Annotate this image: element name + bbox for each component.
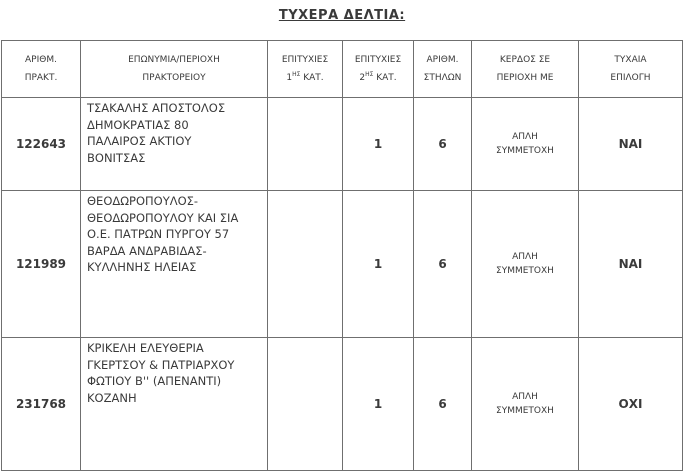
address-line: ΚΡΙΚΕΛΗ ΕΛΕΥΘΕΡΙΑ	[87, 341, 204, 355]
gain-cell	[472, 338, 579, 471]
header-num: 2	[359, 73, 366, 83]
agency-code-cell: 122643	[2, 98, 81, 191]
random-pick-cell: ΝΑΙ	[579, 98, 683, 191]
header-text: ΕΠΩΝΥΜΙΑ/ΠΕΡΙΟΧΗ	[128, 55, 220, 65]
address-line: ΚΟΖΑΝΗ	[87, 390, 137, 405]
agency-address-cell	[81, 338, 268, 471]
header-sup: ΗΣ	[292, 71, 301, 78]
gain-cell	[472, 98, 579, 191]
gain-line: ΑΠΛΗ	[512, 392, 538, 402]
header-text: ΕΠΙΤΥΧΙΕΣ	[281, 55, 329, 65]
address-line: ΠΑΛΑΙΡΟΣ ΑΚΤΙΟΥ	[87, 134, 192, 148]
header-category-1	[268, 41, 343, 98]
category-2-cell: 1	[343, 98, 414, 191]
header-num: 1	[286, 73, 293, 83]
random-pick-cell: ΝΑΙ	[579, 191, 683, 338]
address-line: ΤΣΑΚΑΛΗΣ ΑΠΟΣΤΟΛΟΣ	[87, 101, 226, 115]
random-pick-cell: ΟΧΙ	[579, 338, 683, 471]
agency-code-cell: 231768	[2, 338, 81, 471]
gain-line: ΣΥΜΜΕΤΟΧΗ	[496, 266, 554, 276]
header-text	[268, 69, 342, 87]
header-category-2	[343, 41, 414, 98]
columns-cell: 6	[414, 338, 472, 471]
agency-code-cell: 121989	[2, 191, 81, 338]
table-row	[2, 191, 683, 338]
category-1-cell	[268, 98, 343, 191]
columns-cell: 6	[414, 98, 472, 191]
header-text: ΚΕΡΔΟΣ ΣΕ	[499, 55, 551, 65]
address-line: ΦΩΤΙΟΥ Β'' (ΑΠΕΝΑΝΤΙ)	[87, 374, 222, 388]
page-title: ΤΥΧΕΡΑ ΔΕΛΤΙΑ:	[278, 8, 406, 23]
category-1-cell	[268, 191, 343, 338]
header-text: ΣΤΗΛΩΝ	[423, 73, 462, 83]
category-2-cell: 1	[343, 338, 414, 471]
header-random-pick	[579, 41, 683, 98]
header-text: ΑΡΙΘΜ.	[25, 55, 57, 65]
header-rest: ΚΑΤ.	[300, 73, 324, 83]
header-text: ΤΥΧΑΙΑ	[614, 55, 647, 65]
address-line: ΒΑΡΔΑ ΑΝΔΡΑΒΙΔΑΣ-	[87, 243, 207, 258]
table-row	[2, 338, 683, 471]
header-gain	[472, 41, 579, 98]
header-rest: ΚΑΤ.	[373, 73, 397, 83]
gain-line: ΣΥΜΜΕΤΟΧΗ	[496, 146, 554, 156]
category-1-cell	[268, 338, 343, 471]
header-text: ΕΠΙΤΥΧΙΕΣ	[354, 55, 402, 65]
header-columns	[414, 41, 472, 98]
columns-cell: 6	[414, 191, 472, 338]
gain-line: ΑΠΛΗ	[512, 132, 538, 142]
header-text	[343, 69, 413, 87]
address-line: ΘΕΟΔΩΡΟΠΟΥΛΟΥ ΚΑΙ ΣΙΑ	[87, 210, 239, 225]
header-row	[2, 41, 683, 98]
gain-cell	[472, 191, 579, 338]
category-2-cell: 1	[343, 191, 414, 338]
winning-tickets-table	[1, 40, 683, 471]
header-text: ΕΠΙΛΟΓΗ	[610, 73, 651, 83]
address-line: Ο.Ε. ΠΑΤΡΩΝ ΠΥΡΓΟΥ 57	[87, 227, 230, 241]
header-text: ΠΡΑΚΤΟΡΕΙΟΥ	[142, 73, 206, 83]
header-text: ΠΡΑΚΤ.	[24, 73, 58, 83]
address-line: ΔΗΜΟΚΡΑΤΙΑΣ 80	[87, 117, 189, 132]
header-sup: ΗΣ	[365, 71, 374, 78]
gain-line: ΑΠΛΗ	[512, 252, 538, 262]
address-line: ΒΟΝΙΤΣΑΣ	[87, 150, 146, 165]
address-line: ΘΕΟΔΩΡΟΠΟΥΛΟΣ-	[87, 194, 199, 208]
agency-address-cell	[81, 98, 268, 191]
gain-line: ΣΥΜΜΕΤΟΧΗ	[496, 406, 554, 416]
address-line: ΚΥΛΛΗΝΗΣ ΗΛΕΙΑΣ	[87, 260, 197, 274]
address-line: ΓΚΕΡΤΣΟΥ & ΠΑΤΡΙΑΡΧΟΥ	[87, 357, 235, 372]
table-row	[2, 98, 683, 191]
header-agency-code	[2, 41, 81, 98]
header-agency-name	[81, 41, 268, 98]
header-text: ΠΕΡΙΟΧΗ ΜΕ	[496, 73, 554, 83]
header-text: ΑΡΙΘΜ.	[426, 55, 459, 65]
agency-address-cell	[81, 191, 268, 338]
